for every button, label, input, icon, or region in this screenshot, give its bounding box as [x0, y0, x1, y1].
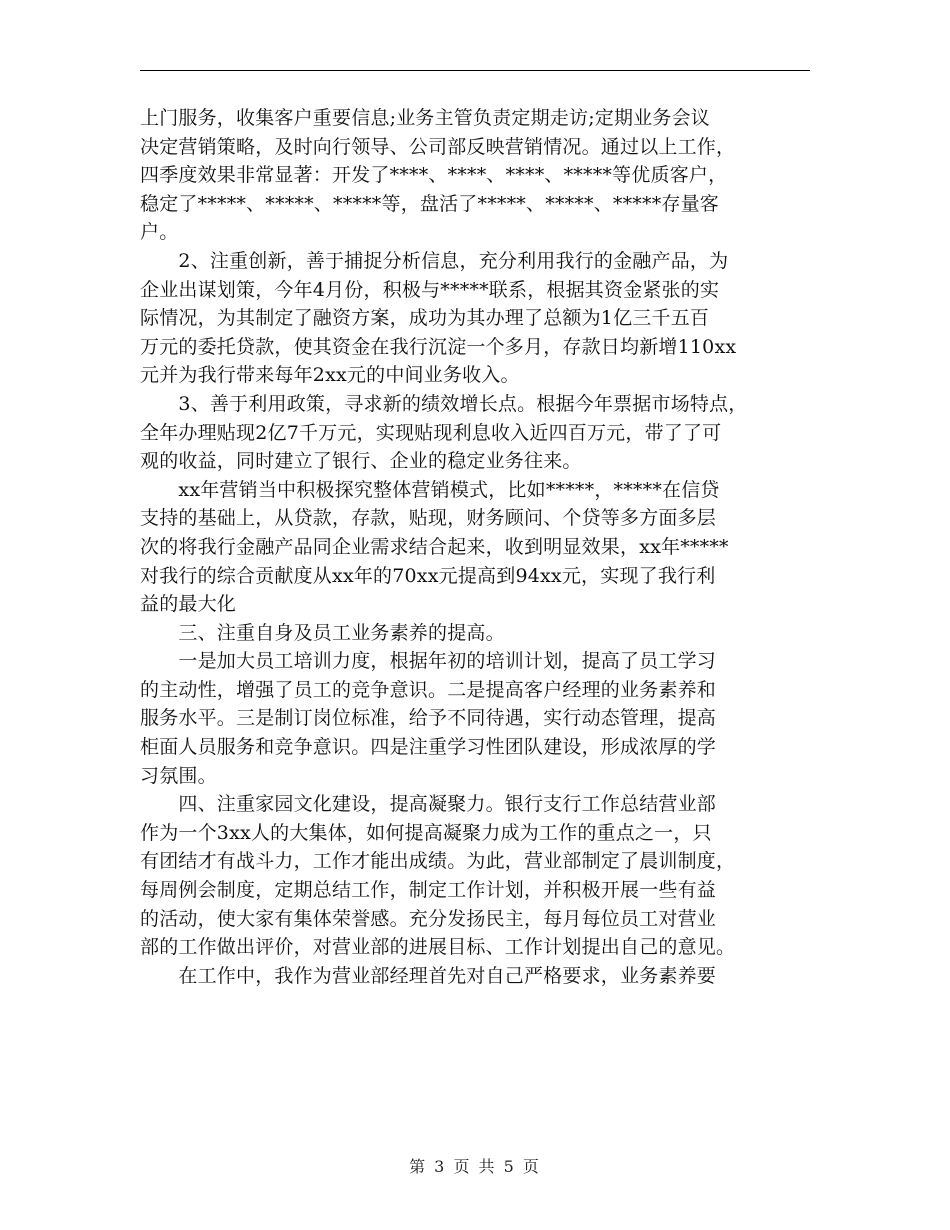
text-line: 在工作中，我作为营业部经理首先对自己严格要求，业务素养要: [140, 964, 717, 987]
text-line: 稳定了*****、*****、*****等，盘活了*****、*****、*****存量客: [140, 192, 720, 215]
text-line: 部的工作做出评价，对营业部的进展目标、工作计划提出自己的意见。: [140, 936, 736, 959]
text-line: 全年办理贴现2亿7千万元，实现贴现利息收入近四百万元，带了了可: [140, 421, 722, 444]
text-line: 万元的委托贷款，使其资金在我行沉淀一个多月，存款日均新增110xx: [140, 335, 737, 358]
text-line: 一是加大员工培训力度，根据年初的培训计划，提高了员工学习: [140, 650, 717, 673]
text-line: 习氛围。: [140, 764, 217, 787]
text-line: 2、注重创新，善于捕捉分析信息，充分利用我行的金融产品，为: [140, 249, 729, 272]
text-line: 四季度效果非常显著：开发了****、****、****、*****等优质客户，: [140, 164, 728, 187]
text-line: 柜面人员服务和竞争意识。四是注重学习性团队建设，形成浓厚的学: [140, 736, 717, 759]
text-line: 3、善于利用政策，寻求新的绩效增长点。根据今年票据市场特点，: [140, 392, 748, 415]
text-line: 有团结才有战斗力，工作才能出成绩。为此，营业部制定了晨训制度，: [140, 850, 736, 873]
text-line: 对我行的综合贡献度从xx年的70xx元提高到94xx元，实现了我行利: [140, 564, 716, 587]
header-rule: [140, 70, 810, 71]
text-line: 服务水平。三是制订岗位标准，给予不同待遇，实行动态管理，提高: [140, 707, 717, 730]
document-body: [140, 104, 812, 990]
text-line: 际情况，为其制定了融资方案，成功为其办理了总额为1亿三千五百: [140, 307, 710, 330]
text-line: 的活动，使大家有集体荣誉感。充分发扬民主，每月每位员工对营业: [140, 907, 717, 930]
page-number: 第 3 页 共 5 页: [409, 1157, 541, 1176]
text-line: 决定营销策略，及时向行领导、公司部反映营销情况。通过以上工作，: [140, 135, 736, 158]
text-line: 每周例会制度，定期总结工作，制定工作计划，并积极开展一些有益: [140, 879, 717, 902]
text-line: 元并为我行带来每年2xx元的中间业务收入。: [140, 364, 520, 387]
section-heading: 三、注重自身及员工业务素养的提高。: [140, 621, 505, 644]
text-line: 户。: [140, 221, 179, 244]
text-line: 益的最大化: [140, 593, 237, 616]
text-line: xx年营销当中积极探究整体营销模式，比如*****，*****在信贷: [140, 478, 720, 501]
text-line: 观的收益，同时建立了银行、企业的稳定业务往来。: [140, 450, 582, 473]
text-line: 作为一个3xx人的大集体，如何提高凝聚力成为工作的重点之一，只: [140, 821, 712, 844]
text-line: 企业出谋划策，今年4月份，积极与*****联系，根据其资金紧张的实: [140, 278, 720, 301]
text-line: 次的将我行金融产品同企业需求结合起来，收到明显效果，xx年*****: [140, 535, 729, 558]
text-line: 上门服务，收集客户重要信息;业务主管负责定期走访;定期业务会议: [140, 107, 711, 129]
text-line: 四、注重家园文化建设，提高凝聚力。银行支行工作总结营业部: [140, 793, 717, 816]
text-line: 的主动性，增强了员工的竞争意识。二是提高客户经理的业务素养和: [140, 678, 717, 701]
text-line: 支持的基础上，从贷款，存款，贴现，财务顾问、个贷等多方面多层: [140, 507, 717, 530]
